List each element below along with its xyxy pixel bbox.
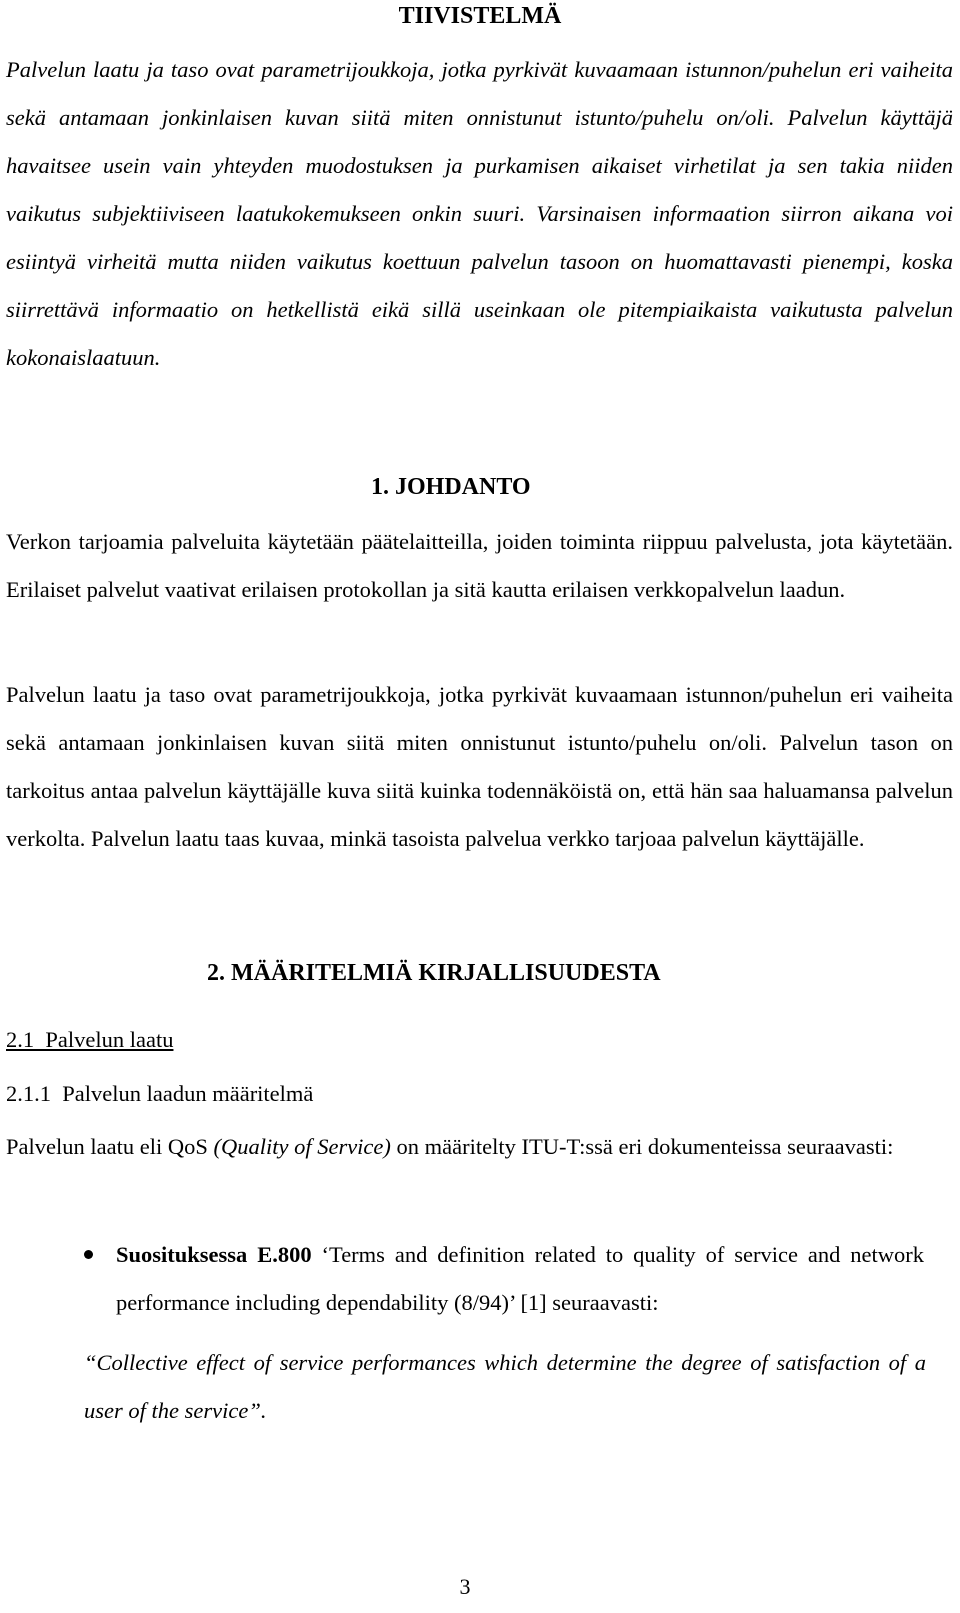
recommendation-description: ‘Terms and definition related to quality of service and network performance including dependability (8/94)’ [1] seuraavasti: xyxy=(116,1242,924,1315)
bullet-list-item xyxy=(84,1231,956,1327)
intro-paragraph-2: Palvelun laatu ja taso ovat parametrijoukkoja, jotka pyrkivät kuvaamaan istunnon/puhelun eri vaiheita sekä antamaan jonkinlaisen kuvan siitä miten onnistunut istunto/puhelu on/oli. Palvelun tason on tarkoitus antaa palvelun käyttäjälle kuva siitä kuinka todennäköistä on, että hän saa haluamansa palvelun verkolta. Palvelun laatu taas kuvaa, minkä tasoista palvelua verkko tarjoaa palvelun käyttäjälle. xyxy=(6,682,953,851)
definition-intro-text-end: on määritelty ITU-T:ssä eri dokumenteissa seuraavasti: xyxy=(390,1134,894,1159)
page-title: TIIVISTELMÄ xyxy=(398,3,562,29)
abstract-paragraph: Palvelun laatu ja taso ovat parametrijoukkoja, jotka pyrkivät kuvaamaan istunnon/puhelun eri vaiheita sekä antamaan jonkinlaisen kuvan siitä miten onnistunut istunto/puhelu on/oli. Palvelun käyttäjä havaitsee usein vain yhteyden muodostuksen ja purkamisen aikaiset virhetilat ja sen takia niiden vaikutus subjektiiviseen laatukokemukseen onkin suuri. Varsinaisen informaation siirron aikana voi esiintyä virheitä mutta niiden vaikutus koettuun palvelun tasoon on huomattavasti pienempi, koska siirrettävä informaatio on hetkellistä eikä sillä useinkaan ole pitempiaikaista vaikutusta palvelun kokonaislaatuun. xyxy=(6,57,953,370)
subsection-2-1-heading: 2.1 Palvelun laatu xyxy=(6,1027,174,1052)
section-1-heading: 1. JOHDANTO xyxy=(371,474,531,500)
intro-paragraph-1: Verkon tarjoamia palveluita käytetään päätelaitteilla, joiden toiminta riippuu palvelusta, jota käytetään. Erilaiset palvelut vaativat erilaisen protokollan ja sitä kautta erilaisen verkkopalvelun laadun. xyxy=(6,529,953,602)
bullet-text xyxy=(116,1231,924,1327)
subsection-2-1-1-heading: 2.1.1 Palvelun laadun määritelmä xyxy=(6,1081,314,1106)
definition-intro-paragraph xyxy=(6,1123,953,1171)
page-number: 3 xyxy=(459,1574,471,1599)
qos-expansion: (Quality of Service) xyxy=(213,1134,391,1159)
definition-quote: “Collective effect of service performances which determine the degree of satisfaction of a user of the service”. xyxy=(84,1350,926,1423)
recommendation-name: Suosituksessa E.800 xyxy=(116,1242,312,1267)
definition-intro-text: Palvelun laatu eli QoS xyxy=(6,1134,214,1159)
bullet-icon xyxy=(84,1231,114,1279)
section-2-heading: 2. MÄÄRITELMIÄ KIRJALLISUUDESTA xyxy=(207,960,661,986)
